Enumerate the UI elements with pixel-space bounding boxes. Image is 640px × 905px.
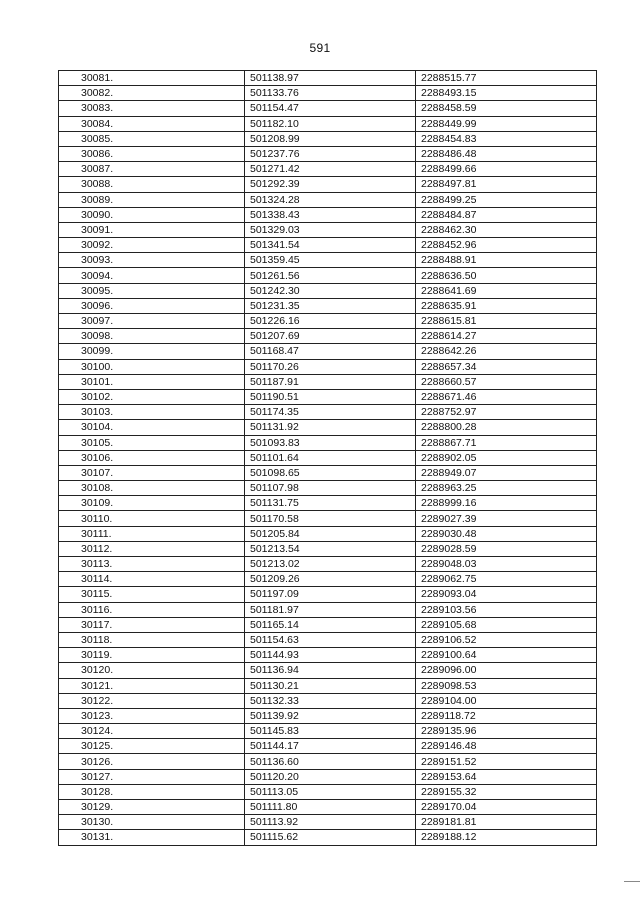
x-coordinate-cell: 501133.76	[245, 86, 416, 101]
x-coordinate-cell: 501145.83	[245, 724, 416, 739]
y-coordinate-cell: 2289030.48	[416, 526, 597, 541]
table-row	[59, 146, 597, 161]
x-coordinate-cell: 501187.91	[245, 374, 416, 389]
y-coordinate-cell: 2288635.91	[416, 298, 597, 313]
point-number-cell: 30092.	[59, 238, 245, 253]
x-coordinate-cell: 501111.80	[245, 800, 416, 815]
point-number-cell: 30111.	[59, 526, 245, 541]
point-number-cell: 30124.	[59, 724, 245, 739]
y-coordinate-cell: 2288449.99	[416, 116, 597, 131]
y-coordinate-cell: 2288484.87	[416, 207, 597, 222]
x-coordinate-cell: 501170.58	[245, 511, 416, 526]
point-number-cell: 30112.	[59, 541, 245, 556]
y-coordinate-cell: 2288515.77	[416, 71, 597, 86]
point-number-cell: 30103.	[59, 405, 245, 420]
table-row	[59, 268, 597, 283]
table-row	[59, 496, 597, 511]
point-number-cell: 30089.	[59, 192, 245, 207]
x-coordinate-cell: 501181.97	[245, 602, 416, 617]
y-coordinate-cell: 2288493.15	[416, 86, 597, 101]
x-coordinate-cell: 501136.94	[245, 663, 416, 678]
table-row	[59, 71, 597, 86]
x-coordinate-cell: 501154.63	[245, 632, 416, 647]
x-coordinate-cell: 501113.05	[245, 784, 416, 799]
table-row	[59, 116, 597, 131]
y-coordinate-cell: 2288867.71	[416, 435, 597, 450]
table-row	[59, 131, 597, 146]
y-coordinate-cell: 2288660.57	[416, 374, 597, 389]
table-row	[59, 253, 597, 268]
table-row	[59, 101, 597, 116]
point-number-cell: 30085.	[59, 131, 245, 146]
point-number-cell: 30101.	[59, 374, 245, 389]
y-coordinate-cell: 2288752.97	[416, 405, 597, 420]
point-number-cell: 30125.	[59, 739, 245, 754]
y-coordinate-cell: 2288642.26	[416, 344, 597, 359]
x-coordinate-cell: 501207.69	[245, 329, 416, 344]
x-coordinate-cell: 501131.75	[245, 496, 416, 511]
y-coordinate-cell: 2288462.30	[416, 222, 597, 237]
point-number-cell: 30084.	[59, 116, 245, 131]
point-number-cell: 30123.	[59, 708, 245, 723]
point-number-cell: 30091.	[59, 222, 245, 237]
point-number-cell: 30087.	[59, 162, 245, 177]
table-row	[59, 298, 597, 313]
table-row	[59, 648, 597, 663]
point-number-cell: 30098.	[59, 329, 245, 344]
table-row	[59, 708, 597, 723]
point-number-cell: 30090.	[59, 207, 245, 222]
point-number-cell: 30096.	[59, 298, 245, 313]
table-row	[59, 541, 597, 556]
y-coordinate-cell: 2288636.50	[416, 268, 597, 283]
x-coordinate-cell: 501130.21	[245, 678, 416, 693]
y-coordinate-cell: 2288963.25	[416, 481, 597, 496]
x-coordinate-cell: 501120.20	[245, 769, 416, 784]
x-coordinate-cell: 501093.83	[245, 435, 416, 450]
point-number-cell: 30108.	[59, 481, 245, 496]
table-row	[59, 192, 597, 207]
y-coordinate-cell: 2289170.04	[416, 800, 597, 815]
y-coordinate-cell: 2289181.81	[416, 815, 597, 830]
point-number-cell: 30093.	[59, 253, 245, 268]
point-number-cell: 30100.	[59, 359, 245, 374]
x-coordinate-cell: 501165.14	[245, 617, 416, 632]
page-number: 591	[309, 41, 331, 55]
point-number-cell: 30128.	[59, 784, 245, 799]
table-row	[59, 632, 597, 647]
table-row	[59, 769, 597, 784]
point-number-cell: 30102.	[59, 389, 245, 404]
table-row	[59, 572, 597, 587]
point-number-cell: 30097.	[59, 314, 245, 329]
x-coordinate-cell: 501292.39	[245, 177, 416, 192]
x-coordinate-cell: 501190.51	[245, 389, 416, 404]
y-coordinate-cell: 2288452.96	[416, 238, 597, 253]
table-row	[59, 465, 597, 480]
y-coordinate-cell: 2288902.05	[416, 450, 597, 465]
y-coordinate-cell: 2288497.81	[416, 177, 597, 192]
x-coordinate-cell: 501101.64	[245, 450, 416, 465]
x-coordinate-cell: 501242.30	[245, 283, 416, 298]
y-coordinate-cell: 2289048.03	[416, 557, 597, 572]
coordinates-table	[58, 70, 597, 846]
x-coordinate-cell: 501338.43	[245, 207, 416, 222]
x-coordinate-cell: 501168.47	[245, 344, 416, 359]
point-number-cell: 30094.	[59, 268, 245, 283]
margin-mark	[624, 881, 640, 882]
point-number-cell: 30122.	[59, 693, 245, 708]
x-coordinate-cell: 501144.93	[245, 648, 416, 663]
table-row	[59, 86, 597, 101]
y-coordinate-cell: 2288486.48	[416, 146, 597, 161]
point-number-cell: 30117.	[59, 617, 245, 632]
x-coordinate-cell: 501182.10	[245, 116, 416, 131]
point-number-cell: 30115.	[59, 587, 245, 602]
point-number-cell: 30113.	[59, 557, 245, 572]
x-coordinate-cell: 501205.84	[245, 526, 416, 541]
table-row	[59, 344, 597, 359]
y-coordinate-cell: 2288641.69	[416, 283, 597, 298]
table-row	[59, 450, 597, 465]
point-number-cell: 30107.	[59, 465, 245, 480]
x-coordinate-cell: 501261.56	[245, 268, 416, 283]
table-row	[59, 420, 597, 435]
x-coordinate-cell: 501213.54	[245, 541, 416, 556]
table-row	[59, 238, 597, 253]
point-number-cell: 30106.	[59, 450, 245, 465]
x-coordinate-cell: 501154.47	[245, 101, 416, 116]
y-coordinate-cell: 2289155.32	[416, 784, 597, 799]
y-coordinate-cell: 2289146.48	[416, 739, 597, 754]
y-coordinate-cell: 2289106.52	[416, 632, 597, 647]
x-coordinate-cell: 501170.26	[245, 359, 416, 374]
y-coordinate-cell: 2288657.34	[416, 359, 597, 374]
x-coordinate-cell: 501113.92	[245, 815, 416, 830]
x-coordinate-cell: 501139.92	[245, 708, 416, 723]
x-coordinate-cell: 501341.54	[245, 238, 416, 253]
table-body	[59, 71, 597, 846]
table-row	[59, 405, 597, 420]
table-row	[59, 800, 597, 815]
x-coordinate-cell: 501231.35	[245, 298, 416, 313]
table-row	[59, 435, 597, 450]
x-coordinate-cell: 501324.28	[245, 192, 416, 207]
table-row	[59, 602, 597, 617]
point-number-cell: 30121.	[59, 678, 245, 693]
table-row	[59, 663, 597, 678]
table-row	[59, 526, 597, 541]
point-number-cell: 30118.	[59, 632, 245, 647]
y-coordinate-cell: 2289027.39	[416, 511, 597, 526]
x-coordinate-cell: 501107.98	[245, 481, 416, 496]
point-number-cell: 30095.	[59, 283, 245, 298]
point-number-cell: 30082.	[59, 86, 245, 101]
y-coordinate-cell: 2288671.46	[416, 389, 597, 404]
y-coordinate-cell: 2288614.27	[416, 329, 597, 344]
x-coordinate-cell: 501271.42	[245, 162, 416, 177]
y-coordinate-cell: 2289135.96	[416, 724, 597, 739]
x-coordinate-cell: 501115.62	[245, 830, 416, 845]
table-row	[59, 678, 597, 693]
table-row	[59, 374, 597, 389]
table-row	[59, 177, 597, 192]
x-coordinate-cell: 501359.45	[245, 253, 416, 268]
table-row	[59, 617, 597, 632]
y-coordinate-cell: 2289188.12	[416, 830, 597, 845]
y-coordinate-cell: 2288499.25	[416, 192, 597, 207]
table-row	[59, 724, 597, 739]
table-row	[59, 557, 597, 572]
point-number-cell: 30129.	[59, 800, 245, 815]
y-coordinate-cell: 2289062.75	[416, 572, 597, 587]
point-number-cell: 30081.	[59, 71, 245, 86]
table-row	[59, 481, 597, 496]
x-coordinate-cell: 501098.65	[245, 465, 416, 480]
y-coordinate-cell: 2288615.81	[416, 314, 597, 329]
x-coordinate-cell: 501138.97	[245, 71, 416, 86]
point-number-cell: 30131.	[59, 830, 245, 845]
point-number-cell: 30119.	[59, 648, 245, 663]
point-number-cell: 30109.	[59, 496, 245, 511]
point-number-cell: 30105.	[59, 435, 245, 450]
point-number-cell: 30110.	[59, 511, 245, 526]
x-coordinate-cell: 501208.99	[245, 131, 416, 146]
table-row	[59, 784, 597, 799]
x-coordinate-cell: 501132.33	[245, 693, 416, 708]
point-number-cell: 30114.	[59, 572, 245, 587]
y-coordinate-cell: 2288999.16	[416, 496, 597, 511]
x-coordinate-cell: 501174.35	[245, 405, 416, 420]
point-number-cell: 30127.	[59, 769, 245, 784]
y-coordinate-cell: 2289028.59	[416, 541, 597, 556]
x-coordinate-cell: 501131.92	[245, 420, 416, 435]
y-coordinate-cell: 2289098.53	[416, 678, 597, 693]
y-coordinate-cell: 2289105.68	[416, 617, 597, 632]
y-coordinate-cell: 2289103.56	[416, 602, 597, 617]
y-coordinate-cell: 2288949.07	[416, 465, 597, 480]
y-coordinate-cell: 2288800.28	[416, 420, 597, 435]
point-number-cell: 30099.	[59, 344, 245, 359]
x-coordinate-cell: 501213.02	[245, 557, 416, 572]
point-number-cell: 30116.	[59, 602, 245, 617]
y-coordinate-cell: 2289093.04	[416, 587, 597, 602]
table-row	[59, 511, 597, 526]
y-coordinate-cell: 2289118.72	[416, 708, 597, 723]
table-row	[59, 162, 597, 177]
table-row	[59, 314, 597, 329]
y-coordinate-cell: 2288458.59	[416, 101, 597, 116]
x-coordinate-cell: 501329.03	[245, 222, 416, 237]
point-number-cell: 30120.	[59, 663, 245, 678]
y-coordinate-cell: 2289104.00	[416, 693, 597, 708]
x-coordinate-cell: 501226.16	[245, 314, 416, 329]
table-row	[59, 359, 597, 374]
point-number-cell: 30083.	[59, 101, 245, 116]
table-row	[59, 222, 597, 237]
table-row	[59, 587, 597, 602]
y-coordinate-cell: 2289153.64	[416, 769, 597, 784]
x-coordinate-cell: 501237.76	[245, 146, 416, 161]
table-row	[59, 739, 597, 754]
table-row	[59, 754, 597, 769]
table-row	[59, 693, 597, 708]
point-number-cell: 30130.	[59, 815, 245, 830]
y-coordinate-cell: 2288488.91	[416, 253, 597, 268]
x-coordinate-cell: 501136.60	[245, 754, 416, 769]
y-coordinate-cell: 2288499.66	[416, 162, 597, 177]
point-number-cell: 30104.	[59, 420, 245, 435]
table-row	[59, 389, 597, 404]
table-row	[59, 830, 597, 845]
point-number-cell: 30086.	[59, 146, 245, 161]
y-coordinate-cell: 2289100.64	[416, 648, 597, 663]
point-number-cell: 30126.	[59, 754, 245, 769]
y-coordinate-cell: 2289096.00	[416, 663, 597, 678]
table-row	[59, 815, 597, 830]
x-coordinate-cell: 501197.09	[245, 587, 416, 602]
table-row	[59, 283, 597, 298]
x-coordinate-cell: 501209.26	[245, 572, 416, 587]
table-row	[59, 329, 597, 344]
y-coordinate-cell: 2288454.83	[416, 131, 597, 146]
table-row	[59, 207, 597, 222]
y-coordinate-cell: 2289151.52	[416, 754, 597, 769]
x-coordinate-cell: 501144.17	[245, 739, 416, 754]
point-number-cell: 30088.	[59, 177, 245, 192]
